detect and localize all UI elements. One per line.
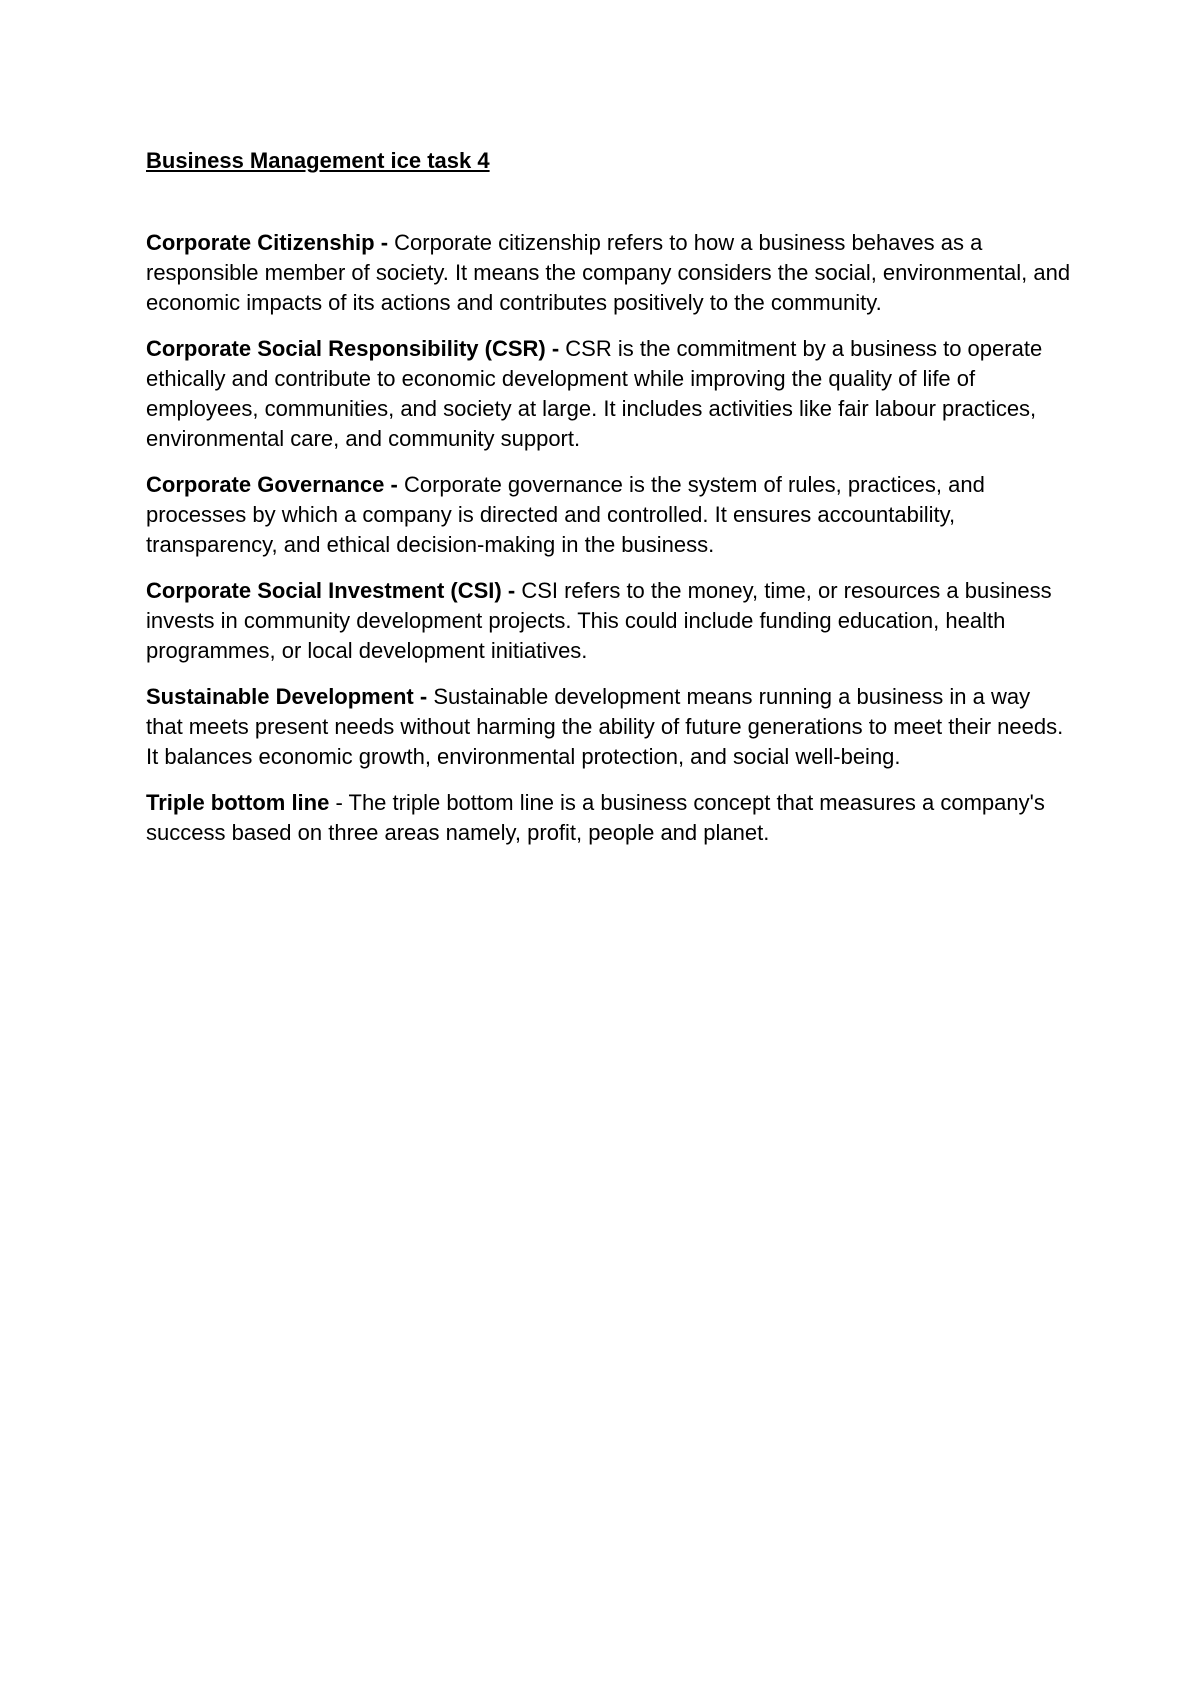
definition-corporate-governance bbox=[146, 470, 1072, 560]
term-label: Corporate Citizenship bbox=[146, 230, 375, 255]
term-separator: - bbox=[545, 336, 566, 361]
term-definition: Corporate citizenship refers to how a business behaves as a responsible member of society. It means the company considers the social, environmental, and economic impacts of its actions and contributes positively to the community. bbox=[146, 230, 1071, 315]
term-definition: The triple bottom line is a business concept that measures a company's success based on three areas namely, profit, people and planet. bbox=[146, 790, 1045, 845]
definition-csr bbox=[146, 334, 1072, 454]
term-definition: CSR is the commitment by a business to operate ethically and contribute to economic development while improving the quality of life of employees, communities, and society at large. It includes activities like fair labour practices, environmental care, and community support. bbox=[146, 336, 1043, 451]
term-label: Corporate Social Responsibility (CSR) bbox=[146, 336, 546, 361]
term-label: Sustainable Development bbox=[146, 684, 414, 709]
definition-corporate-citizenship bbox=[146, 228, 1072, 318]
term-separator: - bbox=[501, 578, 522, 603]
definition-csi bbox=[146, 576, 1072, 666]
term-label: Corporate Governance bbox=[146, 472, 385, 497]
term-definition: Corporate governance is the system of rules, practices, and processes by which a company is directed and controlled. It ensures accountability, transparency, and ethical decision-making in the business. bbox=[146, 472, 985, 557]
term-separator: - bbox=[329, 790, 349, 815]
term-definition: CSI refers to the money, time, or resources a business invests in community development projects. This could include funding education, health programmes, or local development initiatives. bbox=[146, 578, 1052, 663]
term-separator: - bbox=[413, 684, 434, 709]
term-separator: - bbox=[384, 472, 404, 497]
term-definition: Sustainable development means running a business in a way that meets present needs without harming the ability of future generations to meet their needs. It balances economic growth, environmental protection, and social well-being. bbox=[146, 684, 1064, 769]
definition-sustainable-development bbox=[146, 682, 1072, 772]
document-body bbox=[146, 146, 1072, 864]
term-label: Corporate Social Investment (CSI) bbox=[146, 578, 502, 603]
term-label: Triple bottom line bbox=[146, 790, 330, 815]
term-separator: - bbox=[374, 230, 395, 255]
definition-triple-bottom-line bbox=[146, 788, 1072, 848]
document-title: Business Management ice task 4 bbox=[146, 148, 490, 173]
